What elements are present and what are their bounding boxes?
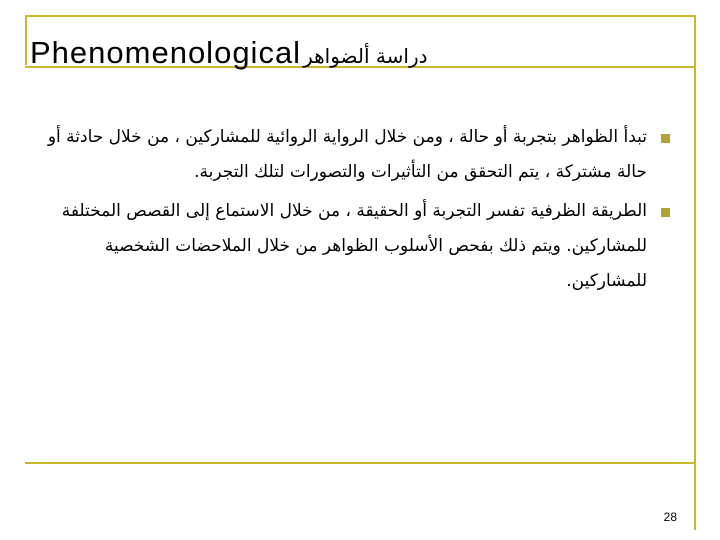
page-number: 28 bbox=[663, 510, 677, 524]
bullet-text: الطريقة الظرفية تفسر التجربة أو الحقيقة ، من خلال الاستماع إلى القصص المختلفة للمشاركين. ويتم ذلك بفحص الأسلوب الظواهر من خلال الملاحضات الشخصية للمشاركين. bbox=[61, 201, 647, 291]
title-latin: Phenomenological bbox=[30, 34, 302, 70]
frame-top-line bbox=[25, 15, 696, 17]
bullet-item bbox=[45, 194, 675, 299]
bullet-item bbox=[45, 120, 675, 190]
frame-right-line bbox=[694, 15, 696, 530]
frame-footer-divider bbox=[25, 462, 696, 464]
title-arabic: دراسة ألضواهر bbox=[303, 44, 428, 68]
bullet-text: تبدأ الظواهر بتجربة أو حالة ، ومن خلال الرواية الروائية للمشاركين ، من خلال حادثة أو حالة مشتركة ، يتم التحقق من التأثيرات والتصورات لتلك التجربة. bbox=[47, 127, 647, 182]
frame-left-line bbox=[25, 15, 27, 65]
slide-title bbox=[30, 20, 630, 70]
square-bullet-icon bbox=[661, 134, 670, 143]
square-bullet-icon bbox=[661, 208, 670, 217]
bullet-list bbox=[45, 120, 675, 303]
